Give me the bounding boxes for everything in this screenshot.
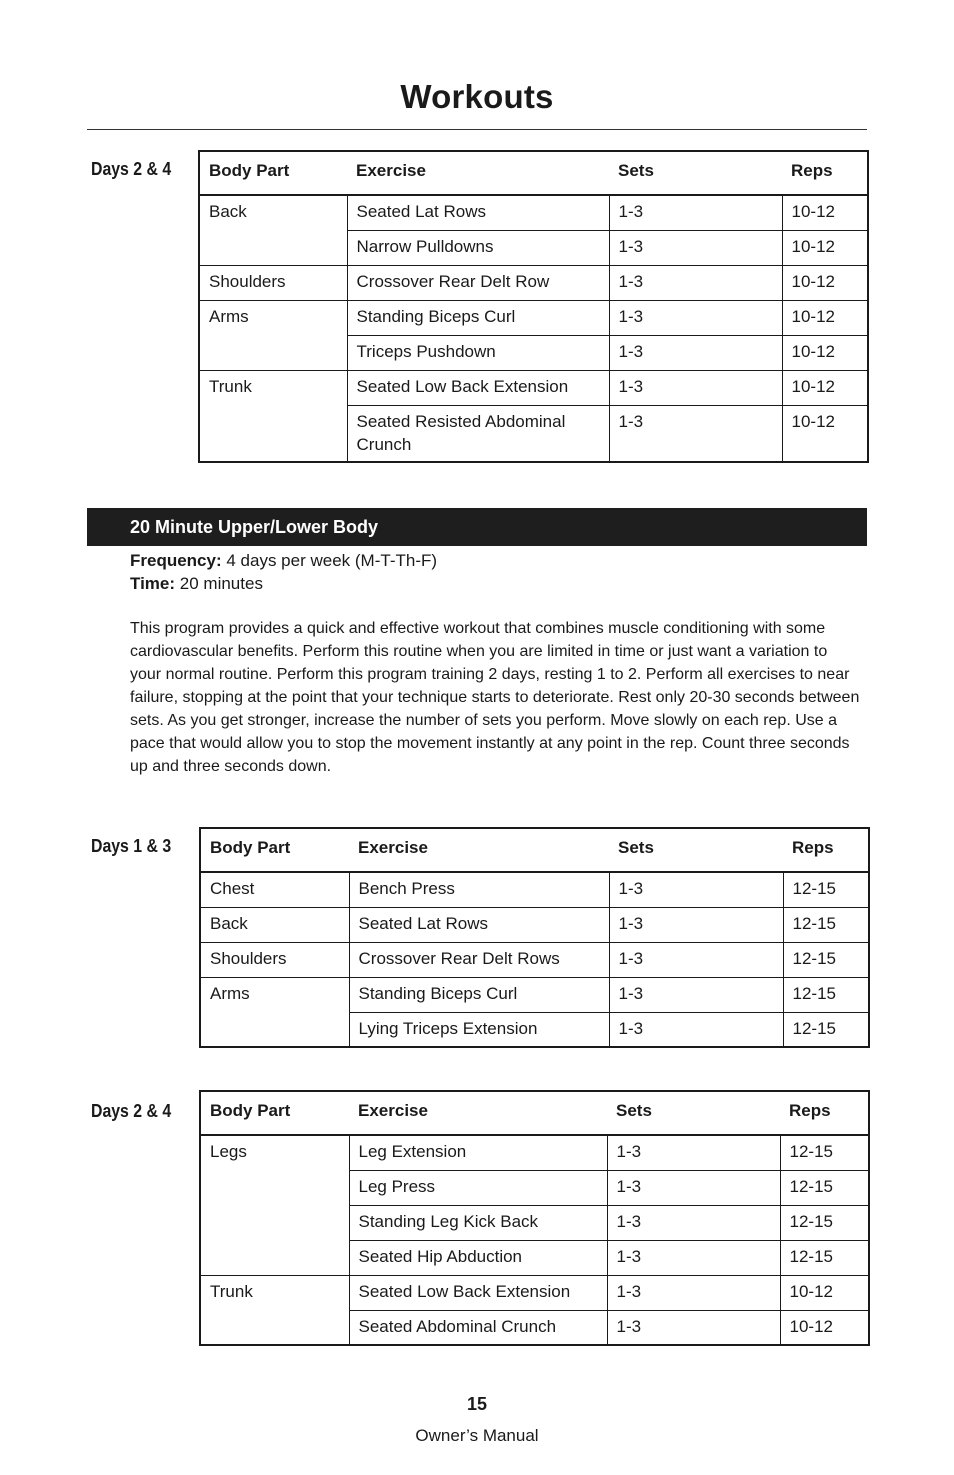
cell-reps: 10-12: [780, 1310, 869, 1345]
col-header-reps: Reps: [780, 1091, 869, 1135]
table-row: [200, 1275, 869, 1310]
table-row: [200, 872, 869, 907]
cell-reps: 12-15: [780, 1170, 869, 1205]
cell-exercise: Seated Low Back Extension: [347, 370, 609, 405]
page-title: Workouts: [400, 78, 554, 115]
cell-reps: 12-15: [783, 872, 869, 907]
col-header-body-part: Body Part: [200, 828, 349, 872]
cell-body-part: Shoulders: [200, 942, 349, 977]
cell-body-part: Legs: [210, 1142, 247, 1161]
cell-sets: 1-3: [607, 1135, 780, 1170]
cell-exercise: Seated Resisted Abdominal Crunch: [347, 405, 609, 462]
table1-days-label: Days 2 & 4: [91, 159, 172, 179]
frequency-label: Frequency:: [130, 551, 222, 570]
table-header-row: [200, 1091, 869, 1135]
cell-reps: 12-15: [780, 1135, 869, 1170]
cell-sets: 1-3: [609, 335, 782, 370]
program-description: This program provides a quick and effective workout that combines muscle conditioning with some cardiovascular benefits. Perform this routine when you are limited in time or just want a variation to your normal routine. Perform this program training 2 days, resting 1 to 2. Perform all exercises to near failure, stopping at the point that your technique starts to deteriorate. Rest only 20-30 seconds between sets. As you get stronger, increase the number of sets you perform. Move slowly on each rep. Use a pace that would allow you to stop the movement instantly at any point in the rep. Count three seconds up and three seconds down.: [130, 620, 860, 775]
cell-sets: 1-3: [607, 1310, 780, 1345]
table-row: [200, 1135, 869, 1170]
cell-reps: 12-15: [780, 1240, 869, 1275]
table2-days-label: Days 1 & 3: [91, 836, 172, 856]
cell-sets: 1-3: [609, 300, 782, 335]
cell-exercise: Leg Press: [349, 1170, 607, 1205]
cell-exercise: Leg Extension: [349, 1135, 607, 1170]
cell-body-part: [200, 1310, 349, 1345]
cell-reps: 10-12: [782, 370, 868, 405]
cell-exercise: Crossover Rear Delt Rows: [349, 942, 609, 977]
table-row: [199, 405, 868, 462]
cell-exercise: Seated Hip Abduction: [349, 1240, 607, 1275]
time-value: 20 minutes: [179, 574, 263, 593]
table-row: [200, 907, 869, 942]
table-header-row: [200, 828, 869, 872]
cell-sets: 1-3: [607, 1170, 780, 1205]
cell-exercise: Standing Biceps Curl: [347, 300, 609, 335]
cell-reps: 10-12: [782, 195, 868, 230]
cell-exercise: Crossover Rear Delt Row: [347, 265, 609, 300]
cell-body-part: [200, 1205, 349, 1240]
cell-body-part: [199, 230, 347, 265]
table-row: [199, 300, 868, 335]
cell-body-part: Arms: [210, 983, 250, 1003]
cell-exercise: Lying Triceps Extension: [349, 1012, 609, 1047]
cell-body-part: Back: [209, 202, 247, 221]
cell-reps: 10-12: [782, 230, 868, 265]
cell-exercise: Bench Press: [349, 872, 609, 907]
cell-sets: 1-3: [609, 370, 782, 405]
cell-body-part: Arms: [209, 306, 249, 326]
table-row: [199, 195, 868, 230]
cell-body-part: [200, 1240, 349, 1275]
col-header-exercise: Exercise: [349, 828, 609, 872]
frequency-value: 4 days per week (M-T-Th-F): [226, 551, 438, 570]
cell-body-part: [199, 405, 347, 462]
workout-table-days-2-4-upper: [198, 150, 869, 463]
table-row: [200, 977, 869, 1012]
table-row: [199, 370, 868, 405]
table-row: [200, 1205, 869, 1240]
cell-sets: 1-3: [609, 1012, 783, 1047]
section-header-bar: 20 Minute Upper/Lower Body: [87, 508, 867, 546]
cell-exercise: Seated Low Back Extension: [349, 1275, 607, 1310]
cell-body-part: Chest: [200, 872, 349, 907]
cell-exercise: Narrow Pulldowns: [347, 230, 609, 265]
cell-body-part: Trunk: [210, 1281, 253, 1301]
cell-body-part: [199, 335, 347, 370]
table-header-row: [199, 151, 868, 195]
footer-text: Owner’s Manual: [415, 1426, 539, 1445]
cell-sets: 1-3: [609, 195, 782, 230]
cell-sets: 1-3: [607, 1240, 780, 1275]
cell-body-part: Shoulders: [199, 265, 347, 300]
col-header-sets: Sets: [609, 151, 782, 195]
cell-exercise: Seated Abdominal Crunch: [349, 1310, 607, 1345]
table-row: [199, 335, 868, 370]
cell-body-part: Trunk: [209, 376, 252, 396]
col-header-sets: Sets: [607, 1091, 780, 1135]
cell-sets: 1-3: [609, 265, 782, 300]
cell-reps: 12-15: [783, 942, 869, 977]
cell-exercise: Seated Lat Rows: [349, 907, 609, 942]
table-row: [199, 230, 868, 265]
cell-exercise: Standing Biceps Curl: [349, 977, 609, 1012]
cell-reps: 10-12: [782, 265, 868, 300]
cell-body-part: [200, 1012, 349, 1047]
cell-reps: 12-15: [783, 907, 869, 942]
col-header-body-part: Body Part: [199, 151, 347, 195]
workout-table-days-2-4-lower: [199, 1090, 870, 1346]
table-row: [199, 265, 868, 300]
cell-reps: 10-12: [782, 300, 868, 335]
cell-reps: 12-15: [783, 1012, 869, 1047]
cell-exercise: Triceps Pushdown: [347, 335, 609, 370]
workout-table-days-1-3: [199, 827, 870, 1048]
cell-reps: 10-12: [782, 335, 868, 370]
cell-reps: 10-12: [782, 405, 868, 462]
cell-exercise: Seated Lat Rows: [347, 195, 609, 230]
col-header-exercise: Exercise: [349, 1091, 607, 1135]
col-header-body-part: Body Part: [200, 1091, 349, 1135]
cell-body-part: Back: [200, 907, 349, 942]
cell-sets: 1-3: [609, 942, 783, 977]
cell-sets: 1-3: [607, 1275, 780, 1310]
table3-days-label: Days 2 & 4: [91, 1101, 172, 1121]
col-header-reps: Reps: [783, 828, 869, 872]
table-row: [200, 1240, 869, 1275]
frequency-block: [130, 549, 437, 595]
table-row: [200, 1170, 869, 1205]
table-row: [200, 942, 869, 977]
cell-sets: 1-3: [609, 907, 783, 942]
col-header-reps: Reps: [782, 151, 868, 195]
cell-sets: 1-3: [609, 405, 782, 462]
col-header-exercise: Exercise: [347, 151, 609, 195]
cell-sets: 1-3: [607, 1205, 780, 1240]
table-row: [200, 1310, 869, 1345]
cell-sets: 1-3: [609, 977, 783, 1012]
cell-reps: 10-12: [780, 1275, 869, 1310]
cell-reps: 12-15: [780, 1205, 869, 1240]
cell-sets: 1-3: [609, 872, 783, 907]
cell-exercise: Standing Leg Kick Back: [349, 1205, 607, 1240]
cell-body-part: [200, 1170, 349, 1205]
page-number: 15: [466, 1394, 488, 1414]
col-header-sets: Sets: [609, 828, 783, 872]
title-divider: [87, 129, 867, 130]
cell-sets: 1-3: [609, 230, 782, 265]
time-label: Time:: [130, 574, 176, 593]
cell-reps: 12-15: [783, 977, 869, 1012]
table-row: [200, 1012, 869, 1047]
